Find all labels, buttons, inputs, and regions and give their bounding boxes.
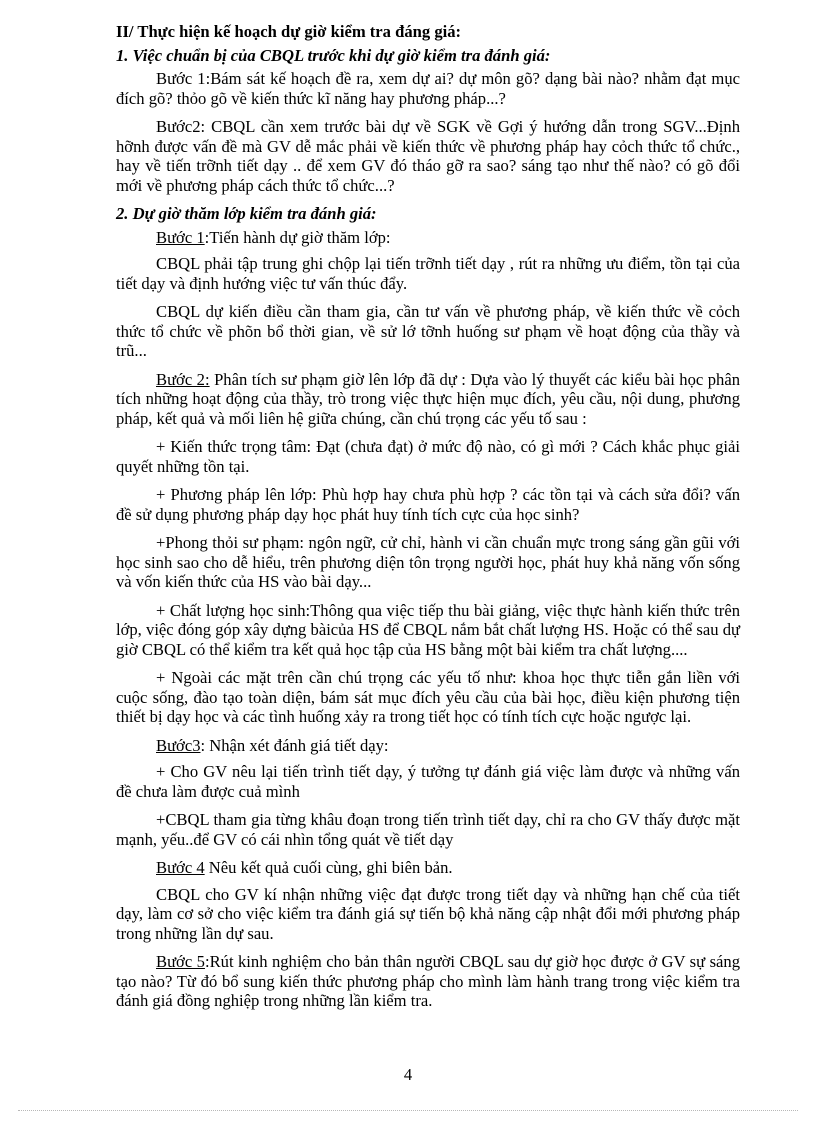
section1-title: 1. Việc chuẩn bị của CBQL trước khi dự giờ kiểm tra đánh giá: bbox=[116, 45, 551, 65]
step1-paragraph bbox=[116, 228, 740, 248]
step5-paragraph bbox=[116, 952, 740, 1011]
section2-title: 2. Dự giờ thăm lớp kiểm tra đánh giá: bbox=[116, 204, 377, 223]
list-item: +Phong thỏi sư phạm: ngôn ngữ, cử chỉ, hành vi cần chuẩn mực trong sáng gần gũi với học sinh sao cho dễ hiểu, trên phương diện tôn trọng người học, phát huy khả năng vốn sống và vốn kiến thức của HS vào bài dạy... bbox=[116, 533, 740, 591]
paragraph: CBQL dự kiến điều cần tham gia, cần tư vấn về phương pháp, về kiến thức về cỏch thức tổ chức về phõn bổ thời gian, về sử lớ tỡnh huống sư phạm về hoạt động của thầy và trũ... bbox=[116, 302, 740, 360]
paragraph: Bước2: CBQL cần xem trước bài dự về SGK về Gợi ý hướng dẫn trong SGV...Định hỡnh được vấn đề mà GV dễ mắc phải về kiến thức về phương pháp hay cỏch thức tổ chức., hay về tiến trỡnh tiết dạy .. để xem GV đó tháo gỡ ra sao? sáng tạo như thế nào? có gõ đổi mới về phương pháp cách thức tổ chức...? bbox=[116, 117, 740, 195]
step-text: : Nhận xét đánh giá tiết dạy: bbox=[200, 735, 389, 755]
step2-paragraph bbox=[116, 370, 740, 429]
step-text: Nêu kết quả cuối cùng, ghi biên bản. bbox=[204, 858, 453, 877]
document-page bbox=[116, 22, 740, 1020]
main-heading: II/ Thực hiện kế hoạch dự giờ kiểm tra đáng giá: bbox=[116, 22, 462, 41]
step-label: Bước 1 bbox=[156, 227, 205, 247]
page-number: 4 bbox=[403, 1065, 413, 1084]
step-label: Bước 2: bbox=[156, 369, 210, 389]
list-item: +CBQL tham gia từng khâu đoạn trong tiến trình tiết dạy, chỉ ra cho GV thấy được mặt mạnh, yếu..để GV có cái nhìn tổng quát về tiết dạy bbox=[116, 810, 740, 849]
step-label: Bước 5 bbox=[156, 952, 205, 971]
step4-paragraph bbox=[116, 858, 740, 878]
list-item: + Chất lượng học sinh:Thông qua việc tiếp thu bài giảng, việc thực hành kiến thức trên lớp, việc đóng góp xây dựng bàicủa HS để CBQL nắm bắt chất lượng HS. Hoặc có thể sau dự giờ CBQL có thể kiểm tra kết quả học tập của HS bằng một bài kiểm tra chất lượng.... bbox=[116, 600, 740, 659]
paragraph: Bước 1:Bám sát kế hoạch đề ra, xem dự ai? dự môn gõ? dạng bài nào? nhằm đạt mục đích gõ? thỏo gõ về kiến thức kĩ năng hay phương pháp...? bbox=[116, 69, 740, 108]
paragraph: CBQL phải tập trung ghi chộp lại tiến trỡnh tiết dạy , rút ra những ưu điểm, tồn tại của tiết dạy và định hướng việc tư vấn thúc đẩy. bbox=[116, 254, 740, 293]
step-text: :Rút kinh nghiệm cho bản thân người CBQL sau dự giờ học được ở GV sự sáng tạo nào? Từ đó bổ sung kiến thức phương pháp cho mình làm hành trang trong việc kiểm tra đánh giá đồng nghiệp trong những lần kiểm tra. bbox=[116, 952, 741, 1010]
paragraph: CBQL cho GV kí nhận những việc đạt được trong tiết dạy và những hạn chế của tiết dạy, làm cơ sở cho việc kiểm tra đánh giá sự tiến bộ khả năng cập nhật đổi mới phương pháp trong những lần dự sau. bbox=[116, 884, 740, 943]
list-item: + Cho GV nêu lại tiến trình tiết dạy, ý tưởng tự đánh giá việc làm được và những vấn đề chưa làm được cuả mình bbox=[116, 762, 740, 801]
step-label: Bước3 bbox=[156, 735, 201, 755]
list-item: + Kiến thức trọng tâm: Đạt (chưa đạt) ở mức độ nào, có gì mới ? Cách khắc phục giải quyết những tồn tại. bbox=[116, 437, 740, 476]
step-text: :Tiến hành dự giờ thăm lớp: bbox=[204, 227, 391, 247]
step-label: Bước 4 bbox=[156, 858, 205, 877]
list-item: + Ngoài các mặt trên cần chú trọng các yếu tố như: khoa học thực tiễn gắn liền với cuộc sống, đào tạo toàn diện, bám sát mục đích yêu cầu của bài học, điều kiện phương tiện thiết bị dạy học và các tình huống xảy ra trong tiết học có tính tích cực hoặc ngược lại. bbox=[116, 668, 740, 726]
footer-divider bbox=[18, 1110, 798, 1111]
step-text: Phân tích sư phạm giờ lên lớp đã dự : Dựa vào lý thuyết các kiểu bài học phân tích những hoạt động của thầy, trò trong việc thực hiện mục đích, yêu cầu, nội dung, phương pháp, kết quả và mối liên hệ giữa chúng, cần chú trọng các yếu tố sau : bbox=[116, 369, 740, 428]
step3-paragraph bbox=[116, 736, 740, 756]
list-item: + Phương pháp lên lớp: Phù hợp hay chưa phù hợp ? các tồn tại và cách sửa đổi? vấn đề sử dụng phương pháp dạy học phát huy tính tích cực của học sinh? bbox=[116, 485, 740, 524]
